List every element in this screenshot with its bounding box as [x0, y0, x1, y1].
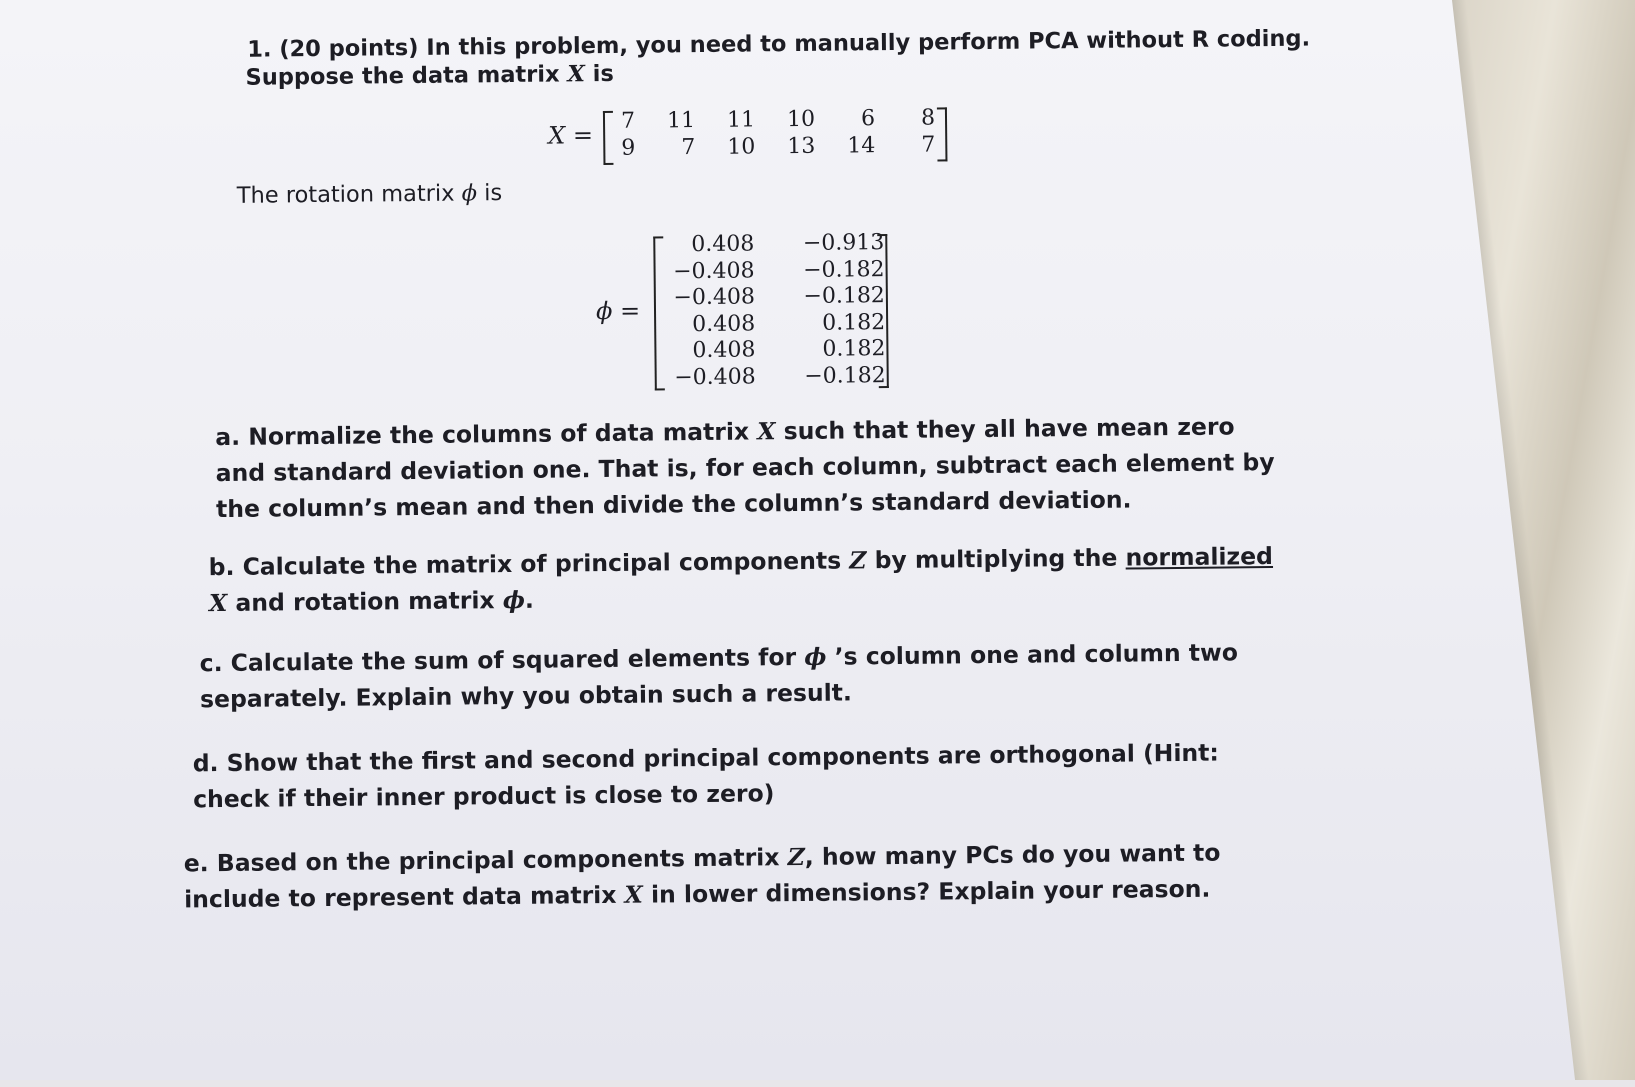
matrix-phi-row [661, 363, 886, 392]
matrix-x-row [611, 106, 935, 136]
rotation-intro-var: ϕ [462, 180, 478, 206]
question-a-text-1: a. Normalize the columns of data matrix [215, 417, 757, 451]
rotation-intro-pre: The rotation matrix [237, 180, 462, 208]
matrix-x-cell: 10 [695, 134, 755, 162]
matrix-phi-right-bracket [877, 234, 889, 388]
subheader-var-x: X [567, 61, 585, 87]
matrix-phi-cell: 0.408 [660, 337, 755, 364]
question-c-text-1: c. Calculate the sum of squared elements for [200, 643, 805, 677]
question-e-text-2: , how many PCs do you want to include to represent data matrix [184, 839, 1221, 914]
matrix-x-right-bracket [937, 107, 948, 161]
question-b-text-2: by multiplying the [866, 544, 1125, 575]
rotation-intro-post: is [477, 180, 502, 206]
question-b-var-z: Z [849, 546, 866, 574]
question-d [193, 734, 1304, 818]
matrix-x-row [611, 133, 935, 163]
matrix-phi-cell: −0.408 [661, 364, 756, 391]
matrix-phi-cell: 0.408 [659, 231, 754, 258]
question-c-var-phi: ϕ [804, 643, 826, 671]
matrix-phi-cell: −0.408 [660, 284, 755, 311]
subheader-text-post: is [585, 61, 614, 87]
matrix-x-cell: 7 [611, 109, 635, 136]
matrix-phi-cell: 0.408 [660, 311, 755, 338]
matrix-x-cell: 13 [755, 134, 815, 162]
question-b-underlined-word: normalized [1125, 542, 1273, 572]
matrix-phi-row [659, 257, 884, 286]
matrix-phi [659, 230, 886, 391]
question-e-var-z: Z [787, 843, 804, 871]
matrix-x-cell: 11 [635, 108, 695, 136]
question-a-text-2: such that they all have mean zero and standard deviation one. That is, for each column, subtract each element by the column’s mean and then divide the column’s standard deviation. [216, 412, 1275, 523]
matrix-x [611, 106, 936, 163]
matrix-phi-cell: −0.182 [756, 363, 886, 391]
question-b-text-4: and rotation matrix [227, 586, 503, 617]
matrix-x-cell: 9 [611, 136, 635, 163]
question-b [208, 538, 1279, 621]
matrix-x-cell: 8 [875, 106, 935, 134]
matrix-phi-cell: −0.913 [754, 230, 884, 258]
problem-subheader [245, 63, 613, 89]
matrix-phi-row [659, 230, 884, 259]
matrix-phi-label-text: ϕ = [596, 297, 640, 325]
matrix-x-cell: 6 [815, 106, 875, 134]
problem-header [247, 28, 1310, 62]
question-e [184, 834, 1315, 918]
matrix-phi-cell: 0.182 [755, 310, 885, 338]
question-a [215, 408, 1276, 527]
matrix-phi-cell: −0.182 [755, 283, 885, 311]
matrix-x-cell: 7 [875, 133, 935, 161]
problem-header-text: 1. (20 points) In this problem, you need to manually perform PCA without R coding. [247, 26, 1310, 63]
matrix-phi-cell: −0.182 [754, 257, 884, 285]
question-e-text-3: in lower dimensions? Explain your reason. [643, 875, 1211, 909]
question-c [199, 634, 1290, 717]
question-e-var-x: X [624, 881, 643, 909]
matrix-x-cell: 10 [755, 107, 815, 135]
question-b-var-phi: ϕ [503, 586, 525, 614]
matrix-x-label [548, 121, 593, 149]
matrix-phi-row [660, 336, 885, 365]
matrix-x-cell: 14 [815, 133, 875, 161]
matrix-phi-cell: −0.408 [659, 258, 754, 285]
question-b-text-1: b. Calculate the matrix of principal components [209, 546, 850, 581]
question-b-text-5: . [525, 586, 534, 614]
subheader-text-pre: Suppose the data matrix [245, 61, 567, 90]
question-e-text-1: e. Based on the principal components matrix [184, 843, 788, 877]
question-a-var-x: X [757, 417, 776, 445]
question-d-text-1: d. Show that the first and second principal components are orthogonal (Hint: check if their inner product is close to zero) [193, 739, 1219, 814]
question-c-text-2: ’s column one and column two separately. Explain why you obtain such a result. [200, 638, 1238, 713]
matrix-x-cell: 11 [695, 107, 755, 135]
rotation-intro [237, 182, 503, 207]
matrix-phi-row [660, 310, 885, 339]
matrix-phi-label [596, 297, 640, 325]
matrix-phi-row [660, 283, 885, 312]
matrix-x-label-text: X = [548, 121, 593, 149]
matrix-x-cell: 7 [635, 135, 695, 163]
question-b-var-x: X [209, 589, 228, 617]
matrix-phi-cell: 0.182 [755, 336, 885, 364]
